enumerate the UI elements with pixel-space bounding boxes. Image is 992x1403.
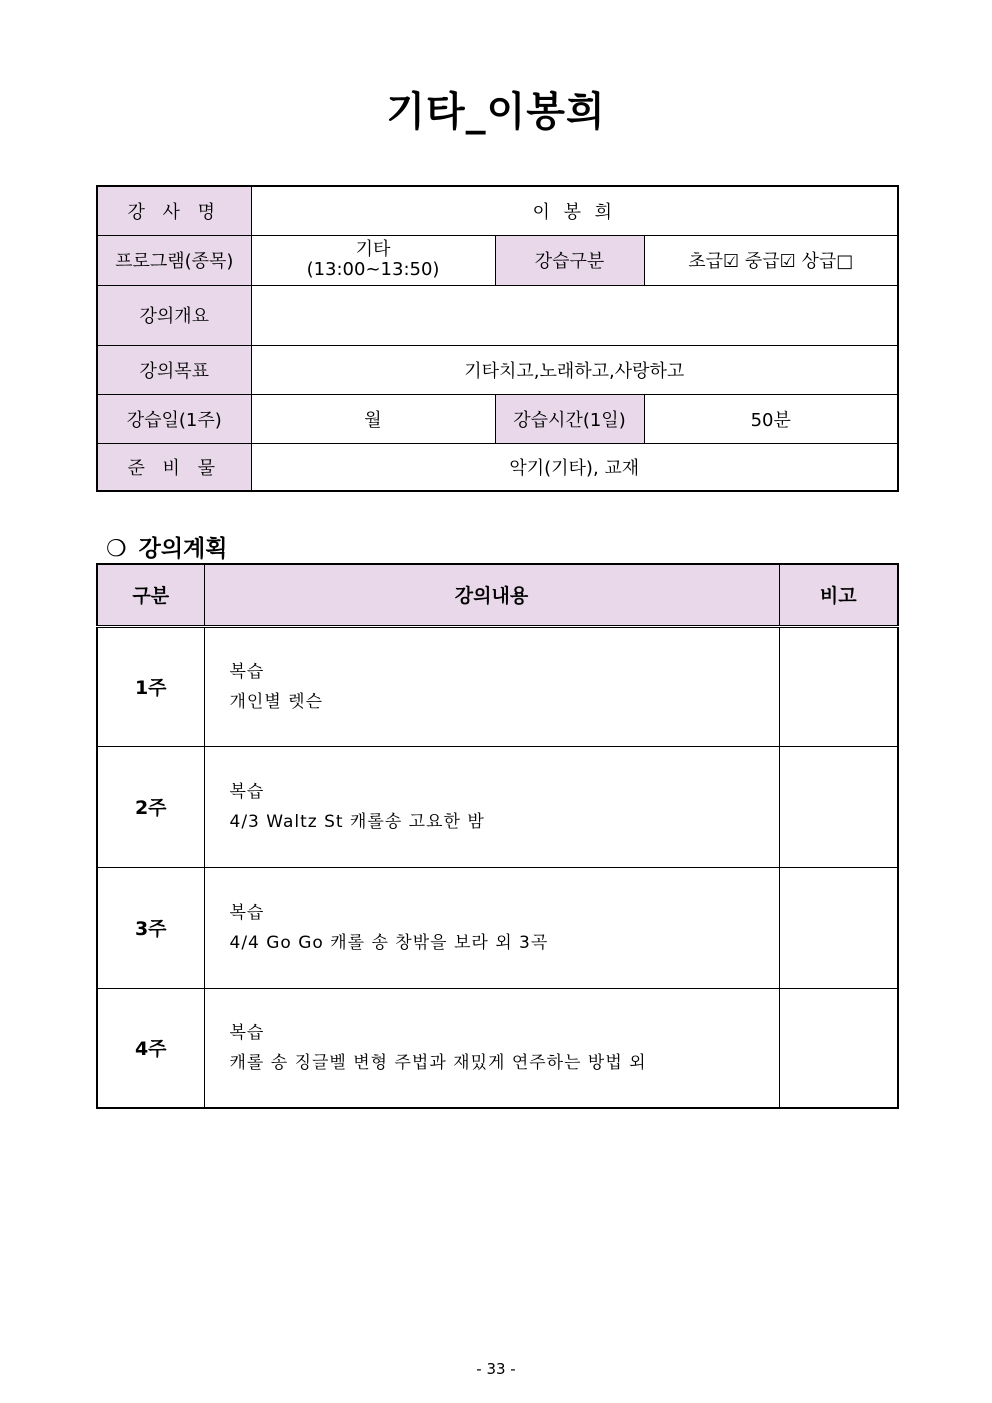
program-value [251, 235, 495, 285]
week-cell: 1주 [97, 626, 204, 746]
note-cell [779, 867, 898, 988]
note-cell [779, 746, 898, 867]
content-line: 개인별 렛슨 [229, 691, 324, 712]
table-row [97, 988, 898, 1108]
plan-header-content: 강의내용 [204, 564, 779, 626]
content-line: 캐롤 송 징글벨 변형 주법과 재밌게 연주하는 방법 외 [229, 1052, 647, 1073]
note-cell [779, 626, 898, 746]
materials-label: 준 비 물 [97, 443, 251, 491]
lecture-plan-table [96, 563, 899, 1109]
day-label: 강습일(1주) [97, 394, 251, 443]
content-line: 복습 [229, 781, 265, 802]
note-cell [779, 988, 898, 1108]
content-cell [204, 626, 779, 746]
content-line: 4/3 Waltz St 캐롤송 고요한 밤 [229, 811, 485, 832]
content-line: 복습 [229, 1022, 265, 1043]
program-time: (13:00~13:50) [306, 259, 440, 280]
page-title: 기타_이봉희 [386, 89, 606, 135]
table-row [97, 867, 898, 988]
page-number: - 33 - [476, 1360, 516, 1378]
week-cell: 3주 [97, 867, 204, 988]
content-cell [204, 988, 779, 1108]
day-value: 월 [251, 394, 495, 443]
content-cell [204, 746, 779, 867]
overview-label: 강의개요 [97, 285, 251, 345]
time-value: 50분 [644, 394, 898, 443]
plan-header-week: 구분 [97, 564, 204, 626]
instructor-label: 강 사 명 [97, 186, 251, 235]
program-label: 프로그램(종목) [97, 235, 251, 285]
goal-label: 강의목표 [97, 345, 251, 394]
plan-section-heading [106, 530, 228, 563]
content-cell [204, 867, 779, 988]
week-cell: 4주 [97, 988, 204, 1108]
table-row [97, 746, 898, 867]
plan-section-title: 강의계획 [138, 536, 228, 562]
level-value: 초급☑ 중급☑ 상급□ [644, 235, 898, 285]
instructor-value: 이 봉 희 [251, 186, 898, 235]
plan-header-note: 비고 [779, 564, 898, 626]
content-line: 복습 [229, 902, 265, 923]
content-line: 4/4 Go Go 캐롤 송 창밖을 보라 외 3곡 [229, 932, 549, 953]
level-label: 강습구분 [495, 235, 644, 285]
program-name: 기타 [355, 239, 391, 260]
time-label: 강습시간(1일) [495, 394, 644, 443]
table-row [97, 626, 898, 746]
materials-value: 악기(기타), 교재 [251, 443, 898, 491]
week-cell: 2주 [97, 746, 204, 867]
content-line: 복습 [229, 661, 265, 682]
course-info-table [96, 185, 899, 492]
circle-bullet-icon: ❍ [106, 536, 127, 562]
goal-value: 기타치고,노래하고,사랑하고 [251, 345, 898, 394]
overview-value [251, 285, 898, 345]
